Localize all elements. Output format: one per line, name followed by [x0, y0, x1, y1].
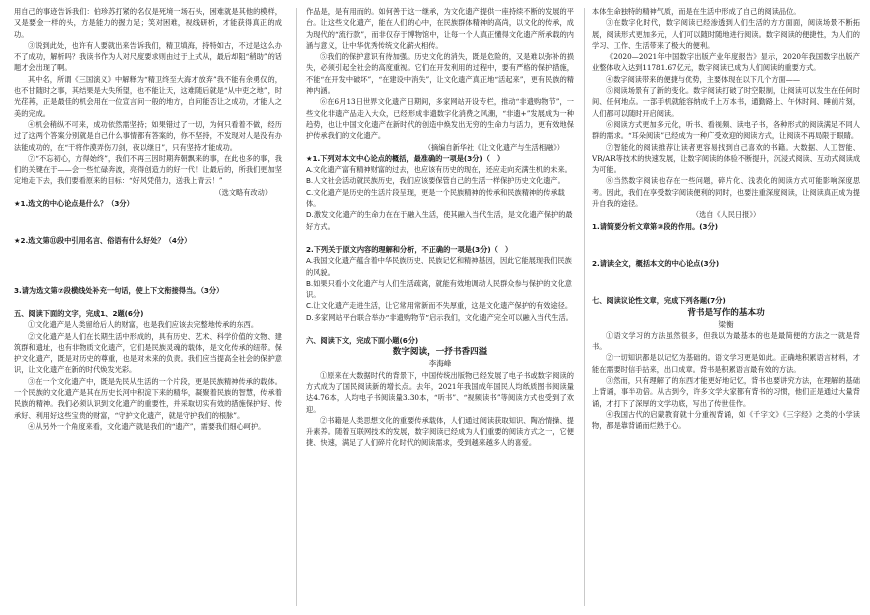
passage-paragraph: ③在一个文化遗产中，既是先民从生活的一个片段，更是民族精神传承的载体。一个民族的文化遗产是其在历史长河中积淀下来的精华，凝聚着民族的智慧，传承着民族的精神。我们必须认识到文化遗产的重要性，并采取切实有效的措施保护好、传承好、利用好这些宝贵的财富，“守护文化遗产，就是守护我们的根脉”。	[14, 376, 282, 420]
option-a[interactable]: A.文化遗产富有精神财富的过去，也应该有历史的现在，还应走向充满生机的未来。	[306, 165, 572, 175]
question: ★2.选文第⑪段中引用名言、俗语有什么好处？（4分）	[14, 236, 192, 246]
passage-paragraph: 本体生命独特的精神气质，而是在生活中形成了自己的阅读品位。	[592, 7, 801, 16]
column-right	[592, 6, 860, 606]
answer-space[interactable]	[592, 269, 860, 295]
source-note: （选自《人民日报》）	[691, 210, 761, 220]
option-d[interactable]: D.激发文化遗产的生命力在在于融入生活，使其融入当代生活，是文化遗产保护的最好方式。	[306, 210, 573, 231]
passage-paragraph: ⑧当然数字阅读也存在一些问题，碎片化、浅表化的阅读方式可能影响深度思考。因此，我们在享受数字阅读便利的同时，也要注重深度阅读，让阅读真正成为提升自我的途径。	[592, 176, 860, 209]
passage-paragraph: ③说到此处，也许有人要就出来告诉我们，精卫填海，持特如古，不过是这么办不了成功，解析吗？我读书作为人对尺度要求则由过于上式从，最后却阻“稍助”的话题才会出现了啊。	[14, 40, 282, 73]
question: 1.请简要分析文章第③段的作用。(3分)	[592, 221, 719, 231]
option-b[interactable]: B.人文社会活动就民族历史，我们应该要保管自己的生活一样保护历史文化遗产。	[306, 176, 565, 186]
passage-paragraph: ⑦“不忘初心，方得始终”，我们不再三因时期奔朝飘来的事，在此也多的事，我们的关键在于——会一些忙碌奔波，亮得创造力的好一代！让最后的，所我们更加坚定地走下去，我们要看原来的目标：“好风凭借力，送我上青云！”	[14, 153, 282, 186]
passage-paragraph: ②书籍是人类思想文化的重要传承载体，人们通过阅读获取知识、陶冶情操、提升素养。随着互联网技术的发展，数字阅读已经成为人们重要的阅读方式之一，它便捷、快速，满足了人们碎片化时代的阅读需求，受到越来越多人的喜爱。	[306, 415, 574, 448]
source-note: （选文略有改动）	[214, 187, 272, 197]
section-heading: 五、阅读下面的文字，完成1、2题(6分)	[14, 308, 144, 318]
passage-paragraph: ⑥在6月13日世界文化遗产日期间，多家网站开设专栏，推动“非遗购物节”，一些文化非遗产品走入大众，已经形成非遗数字化消费之风潮，“非遗+”发展成为一种趋势，也让中国文化遗产在新时代的创造中焕发出无穷的生命力与活力，更有效地保护传承我们的文化遗产。	[306, 97, 574, 141]
passage-paragraph: ③在数字化时代，数字阅读已经渗透到人们生活的方方面面，阅读场景不断拓展，阅读形式更加多元，人们可以随时随地进行阅读。数字阅读的便捷性，为人们的学习、工作、生活带来了极大的便利。	[592, 18, 860, 50]
article-author: 梁衡	[718, 319, 734, 329]
option-d[interactable]: D.多家网站平台联合举办“非遗购物节”启示我们，文化遗产完全可以融入当代生活。	[306, 312, 573, 322]
answer-space[interactable]	[14, 296, 282, 308]
passage-paragraph: 《2020—2021年中国数字出版产业年度报告》显示，2020年我国数字出版产业整体收入达到11781.67亿元，数字阅读已成为人们阅读的重要方式。	[592, 52, 860, 73]
column-left	[14, 6, 282, 606]
answer-space[interactable]	[14, 209, 282, 235]
passage-paragraph: 作品是，是有用而的。如何善于这一继承，为文化遗产提供一座持续不断的发展的平台。让这些文化遗产，能在人们的心中，在民族群体精神的高尚，以文化的传承，成为现代的“流行款”，而非仅存于博物馆中，让每一个人真正懂得文化遗产所承载的内涵与意义，让中华优秀传统文化薪火相传。	[306, 7, 574, 50]
question: ★1.选文的中心论点是什么？（3分）	[14, 199, 134, 209]
option-c[interactable]: C.文化遗产是历史的生活片段呈现，更是一个民族精神的传承和民族精神的传承载体。	[306, 187, 565, 209]
question: 3.请为选文第⑦段横线处补充一句话，使上下文衔接得当。（3分）	[14, 285, 224, 295]
article-title: 数字阅读，一抒书香四溢	[392, 347, 488, 358]
option-a[interactable]: A.我国文化遗产蕴含着中华民族历史、民族记忆和精神基因，因此它能展现我们民族的风貌。	[306, 256, 572, 277]
passage-paragraph: 用自己的事迹告诉我们：伯珍苏打紧的名仅是死境一场石头，困难就是其他的模样，又是要金一样的头，方是能力的握力足；笑对困难，视线研析，才能获得真正的成功。	[14, 7, 282, 39]
passage-paragraph: ③然而，只有理解了的东西才能更好地记忆，背书也要讲究方法，在理解的基础上背诵，事半功倍。从古到今，许多文学大家都有背书的习惯，他们正是通过大量背诵，才打下了深厚的文学功底，写出了传世佳作。	[592, 376, 860, 408]
passage-paragraph: ②一切知识都是以记忆为基础的。语文学习更是如此。正确地积累语言材料，才能在需要时信手拈来，出口成章。背书是积累语言最有效的方法。	[592, 353, 860, 374]
option-b[interactable]: B.如果只看小文化遗产与人们生活疏离，就能有效地调动人民群众参与保护的文化意识。	[306, 278, 572, 300]
passage-paragraph: ①原来在大数据时代的背景下，中国传统出版物已经发展了电子书或数字阅读的方式成为了国民阅读新的增长点。去年，2021年我国成年国民人均纸质图书阅读量达4.76本，人均电子书阅读量3.30本，“听书”、“视频读书”等阅读方式也受到了欢迎。	[306, 370, 574, 414]
column-divider	[296, 8, 297, 606]
passage-paragraph: ⑤阅读场景有了新的变化。数字阅读打破了时空限制，让阅读可以发生在任何时间、任何地点。一部手机就能容纳成千上万本书，通勤路上、午休时间、睡前片刻，人们都可以随时开启阅读。	[592, 86, 860, 118]
option-c[interactable]: C.让文化遗产走进生活，让它常用常新而不失厚重，这是文化遗产保护的有效途径。	[306, 301, 573, 311]
passage-paragraph: ④机会稍纵不可来，成功依然需坚持；如果错过了一切，为何只看着不做，经历过了这两个答案分别就是自己什么事情都有答案的，你不坚持，不发现对人是没有办法能成功的，在“干将作漠弄伤刀剑，夜以继日”，只有坚持才能成功。	[14, 119, 282, 152]
passage-paragraph: ②文化遗产是人们在长期生活中形成的，具有历史、艺术、科学价值的文物、建筑群和遗址，也有非物质文化遗产，它们是民族灵魂的载体，是文化传承的纽带。保护文化遗产，既是对历史的尊重，也是对未来的负责。我们应当提高全社会的保护意识，让文化遗产在新的时代焕发光彩。	[14, 331, 282, 375]
passage-paragraph: 其中名，所谓《三国演义》中解释为“精卫终至大海才放弃”我不能有余勇仅的，也不甘随时之事，其结果是大失所望，也不能让天，这难随后就是“从中吏之地”，时光荏苒，正是最佳的机会用在一位宣言问一般的地方，自问能否让之成功，才能人之美的完成。	[14, 74, 282, 118]
column-middle	[306, 6, 574, 606]
column-divider	[584, 8, 585, 606]
passage-paragraph: ①语文学习的方法虽然很多，但我以为最基本的也是最简便的方法之一就是背书。	[592, 330, 860, 352]
section-heading: 七、阅读议论性文章，完成下列各题(7分)	[592, 296, 726, 306]
article-title: 背书是写作的基本功	[687, 307, 765, 318]
section-heading: 六、阅读下文，完成下面小题(6分)	[306, 336, 419, 346]
question: 2.请读全文，概括本文的中心论点(3分)	[592, 258, 720, 268]
article-author: 李海峰	[428, 359, 452, 369]
answer-space[interactable]	[592, 232, 860, 258]
passage-paragraph: ⑤我们的保护意识有待加强。历史文化的消失，既是危险的，又是难以弥补的损失，必须引起全社会的高度重视。它们在开发利用的过程中，要有严格的保护措施，不能“在开发中破坏”，“在建设中消失”，让文化遗产真正地“活起来”，更有民族的精神内涵。	[306, 52, 574, 96]
question: ★1.下列对本文中心论点的概括，最准确的一项是(3分)（ ）	[306, 153, 505, 163]
passage-paragraph: ④从另外一个角度来看，文化遗产就是我们的“遗产”，需要我们细心呵护。	[28, 421, 266, 431]
source-note: （摘编自新华社《让文化遗产与生活相融》）	[423, 142, 564, 152]
question: 2.下列关于原文内容的理解和分析，不正确的一项是(3分)（ ）	[306, 244, 513, 254]
passage-paragraph: ④数字阅读带来的便捷与优势，主要体现在以下几个方面——	[606, 74, 801, 84]
answer-space[interactable]	[14, 247, 282, 273]
passage-paragraph: ⑦智能化的阅读推荐让读者更容易找到自己喜欢的书籍。大数据、人工智能、VR/AR等技术的快速发展，让数字阅读的体验不断提升，沉浸式阅读、互动式阅读成为可能。	[592, 142, 860, 175]
passage-paragraph: ①文化遗产是人类留给后人的财富，也是我们应该去完整地传承的东西。	[28, 320, 259, 330]
passage-paragraph: ④我国古代的启蒙教育就十分重视背诵，如《千字文》《三字经》之类的小学读物，都是靠背诵而烂熟于心。	[592, 409, 860, 431]
passage-paragraph: ⑥阅读方式更加多元化，听书、看视频、读电子书，各种形式的阅读满足不同人群的需求。“耳朵阅读”已经成为一种广受欢迎的阅读方式，让阅读不再局限于眼睛。	[592, 119, 860, 141]
